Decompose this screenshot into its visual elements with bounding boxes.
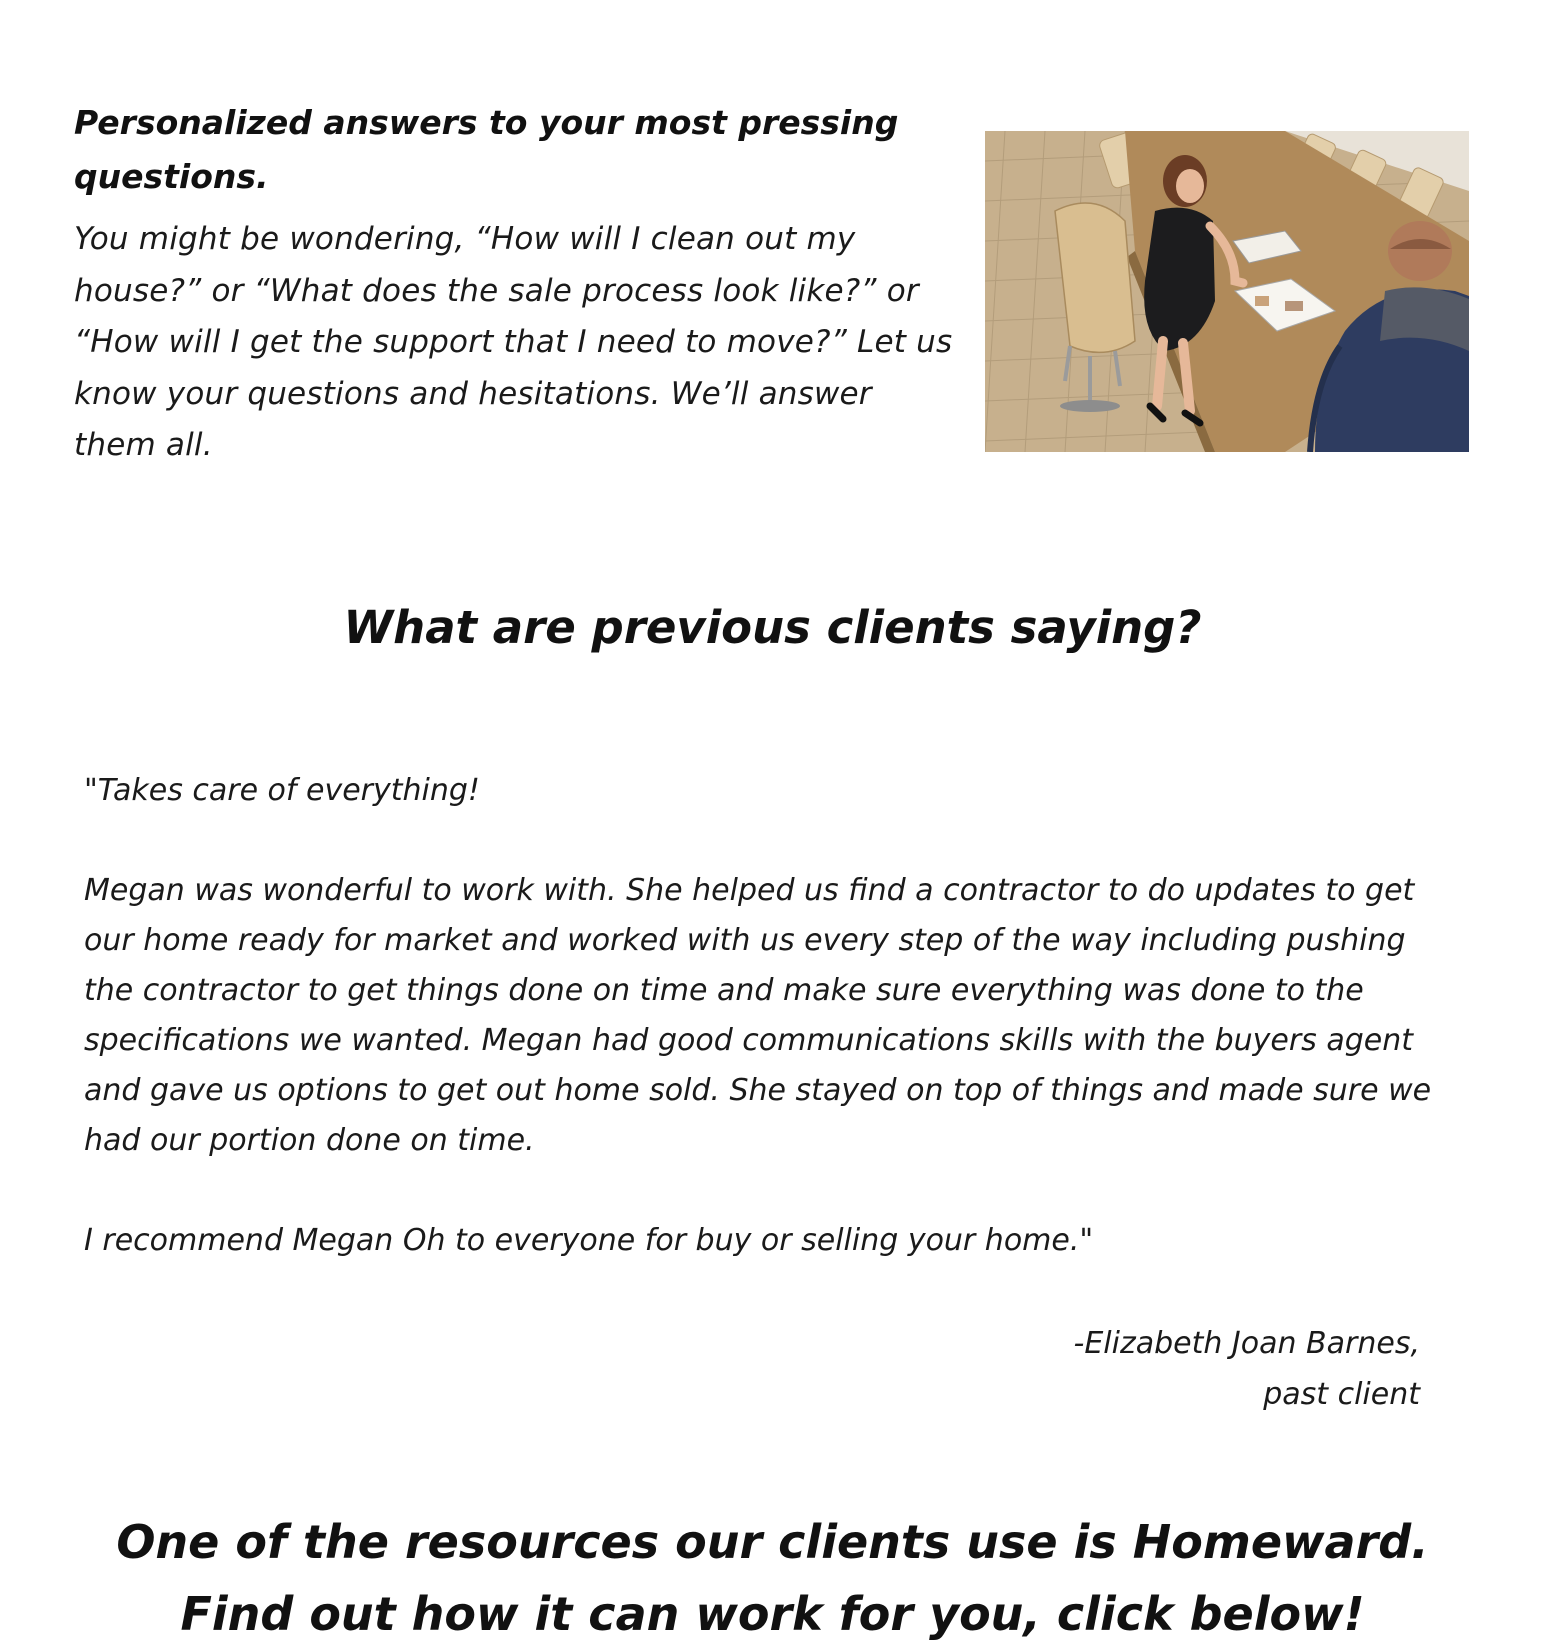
cta-line-2: Find out how it can work for you, click below! <box>180 1587 1365 1641</box>
homeward-cta <box>0 1506 1545 1650</box>
consultation-photo <box>985 131 1469 452</box>
intro-text-block <box>74 96 954 472</box>
quote-spacer <box>84 816 1464 866</box>
intro-body: You might be wondering, “How will I clean out my house?” or “What does the sale process look like?” or “How will I get the support that I need to move?” Let us know your questions and hesitations. We’ll answer them all. <box>74 221 953 463</box>
author-name: -Elizabeth Joan Barnes, <box>1073 1326 1420 1361</box>
testimonial-attribution <box>900 1318 1420 1420</box>
quote-opening: "Takes care of everything! <box>84 773 480 808</box>
cta-line-1: One of the resources our clients use is Homeward. <box>116 1515 1429 1569</box>
quote-closing: I recommend Megan Oh to everyone for buy or selling your home." <box>84 1223 1094 1258</box>
intro-heading: Personalized answers to your most pressing questions. <box>74 103 899 196</box>
quote-body: Megan was wonderful to work with. She helped us find a contractor to do updates to get our home ready for market and worked with us every step of the way including pushing the contractor to get things done on time and make sure everything was done to the specifications we wanted. Megan had good communications skills with the buyers agent and gave us options to get out home sold. She stayed on top of things and made sure we had our portion done on time. <box>84 873 1432 1158</box>
testimonial-quote <box>84 766 1464 1266</box>
consultation-photo-illustration <box>985 131 1469 452</box>
testimonials-title: What are previous clients saying? <box>343 601 1202 654</box>
author-role: past client <box>1263 1377 1420 1412</box>
quote-spacer <box>84 1166 1464 1216</box>
intro-section <box>74 96 1474 476</box>
